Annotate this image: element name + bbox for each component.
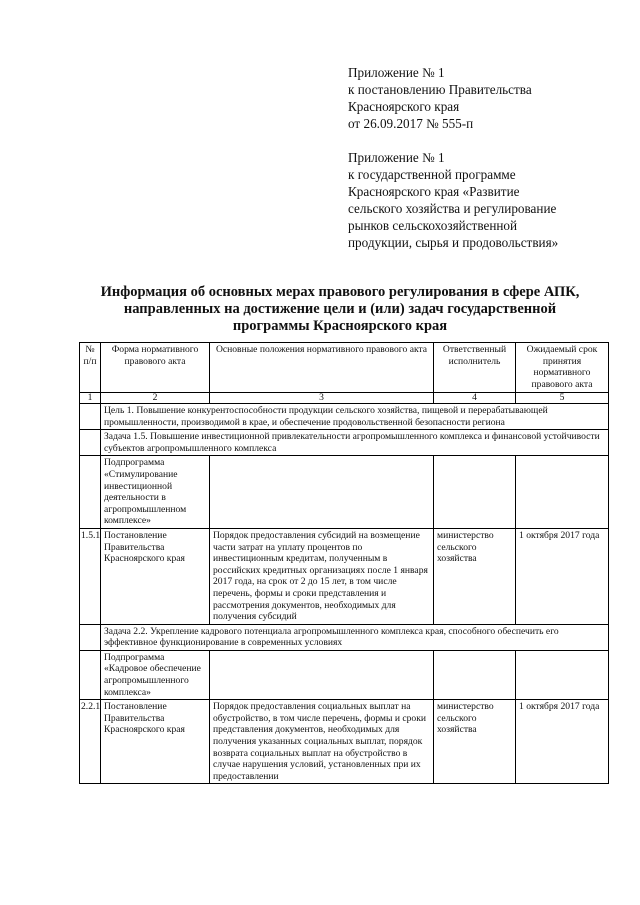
deadline: 1 октября 2017 года — [516, 528, 609, 624]
appendix-line: к постановлению Правительства — [348, 82, 532, 97]
empty-cell — [210, 650, 434, 699]
empty-cell — [80, 456, 101, 529]
title-line: программы Красноярского края — [232, 318, 448, 334]
empty-cell — [434, 456, 516, 529]
task-2-2-text: Задача 2.2. Укрепление кадрового потенциала агропромышленного комплекса края, способного обеспечить его эффективное функционирование в современных условиях — [101, 624, 609, 650]
empty-cell — [516, 456, 609, 529]
title-line: Информация об основных мерах правового регулирования в сфере АПК, — [100, 284, 580, 300]
table-row — [80, 404, 609, 430]
regulation-measures-table — [79, 342, 609, 784]
table-row — [80, 624, 609, 650]
table-row — [80, 650, 609, 699]
table-row — [80, 456, 609, 529]
empty-cell — [210, 456, 434, 529]
row-number: 2.2.1 — [80, 700, 101, 784]
header-act-form: Форма нормативного правового акта — [101, 343, 210, 393]
column-number: 5 — [516, 393, 609, 404]
appendix-line: Приложение № 1 — [348, 150, 445, 165]
header-provisions: Основные положения нормативного правового акта — [210, 343, 434, 393]
deadline: 1 октября 2017 года — [516, 700, 609, 784]
appendix-line: от 26.09.2017 № 555-п — [348, 116, 474, 131]
act-form: Постановление Правительства Красноярского края — [101, 528, 210, 624]
header-deadline: Ожидаемый срок принятия нормативного правового акта — [516, 343, 609, 393]
appendix-line: Красноярского края — [348, 99, 460, 114]
empty-cell — [80, 430, 101, 456]
appendix-line: к государственной программе — [348, 167, 516, 182]
empty-cell — [434, 650, 516, 699]
header-number: № п/п — [80, 343, 101, 393]
act-provisions: Порядок предоставления социальных выплат на обустройство, в том числе перечень, формы и сроки представления документов, необходимых для получения указанных социальных выплат, порядок возврата социальных выплат на обустройство в случае нарушения условий, установленных при их предоставлении — [210, 700, 434, 784]
table-row — [80, 700, 609, 784]
table-header-row — [80, 343, 609, 393]
executor: министерство сельского хозяйства — [434, 700, 516, 784]
table-row — [80, 528, 609, 624]
appendix-state-program — [348, 149, 558, 251]
row-number: 1.5.1 — [80, 528, 101, 624]
empty-cell — [80, 404, 101, 430]
column-numbers-row — [80, 393, 609, 404]
column-number: 2 — [101, 393, 210, 404]
column-number: 1 — [80, 393, 101, 404]
executor: министерство сельского хозяйства — [434, 528, 516, 624]
header-executor: Ответственный исполнитель — [434, 343, 516, 393]
task-1-5-text: Задача 1.5. Повышение инвестиционной привлекательности агропромышленного комплекса и финансовой устойчивости субъектов агропромышленного комплекса — [101, 430, 609, 456]
appendix-government-decree — [348, 64, 532, 132]
subprogram-staffing-text: Подпрограмма «Кадровое обеспечение агропромышленного комплекса» — [101, 650, 210, 699]
table-row — [80, 430, 609, 456]
appendix-line: сельского хозяйства и регулирование — [348, 201, 557, 216]
appendix-line: рынков сельскохозяйственной — [348, 218, 518, 233]
act-form: Постановление Правительства Красноярского края — [101, 700, 210, 784]
empty-cell — [80, 624, 101, 650]
document-title — [70, 284, 610, 335]
empty-cell — [80, 650, 101, 699]
subprogram-investment-text: Подпрограмма «Стимулирование инвестиционной деятельности в агропромышленном комплексе» — [101, 456, 210, 529]
appendix-line: Красноярского края «Развитие — [348, 184, 520, 199]
title-line: направленных на достижение цели и (или) задач государственной — [123, 301, 557, 317]
column-number: 3 — [210, 393, 434, 404]
goal-1-text: Цель 1. Повышение конкурентоспособности продукции сельского хозяйства, пищевой и перерабатывающей промышленности, производимой в крае, и обеспечение продовольственной безопасности региона — [101, 404, 609, 430]
empty-cell — [516, 650, 609, 699]
appendix-line: продукции, сырья и продовольствия» — [348, 235, 559, 250]
column-number: 4 — [434, 393, 516, 404]
act-provisions: Порядок предоставления субсидий на возмещение части затрат на уплату процентов по инвестиционным кредитам, полученным в российских кредитных организациях после 1 января 2017 года, на срок от 2 до 15 лет, в том числе перечень, формы и сроки представления и рассмотрения документов, необходимых для получения субсидий — [210, 528, 434, 624]
appendix-line: Приложение № 1 — [348, 65, 445, 80]
